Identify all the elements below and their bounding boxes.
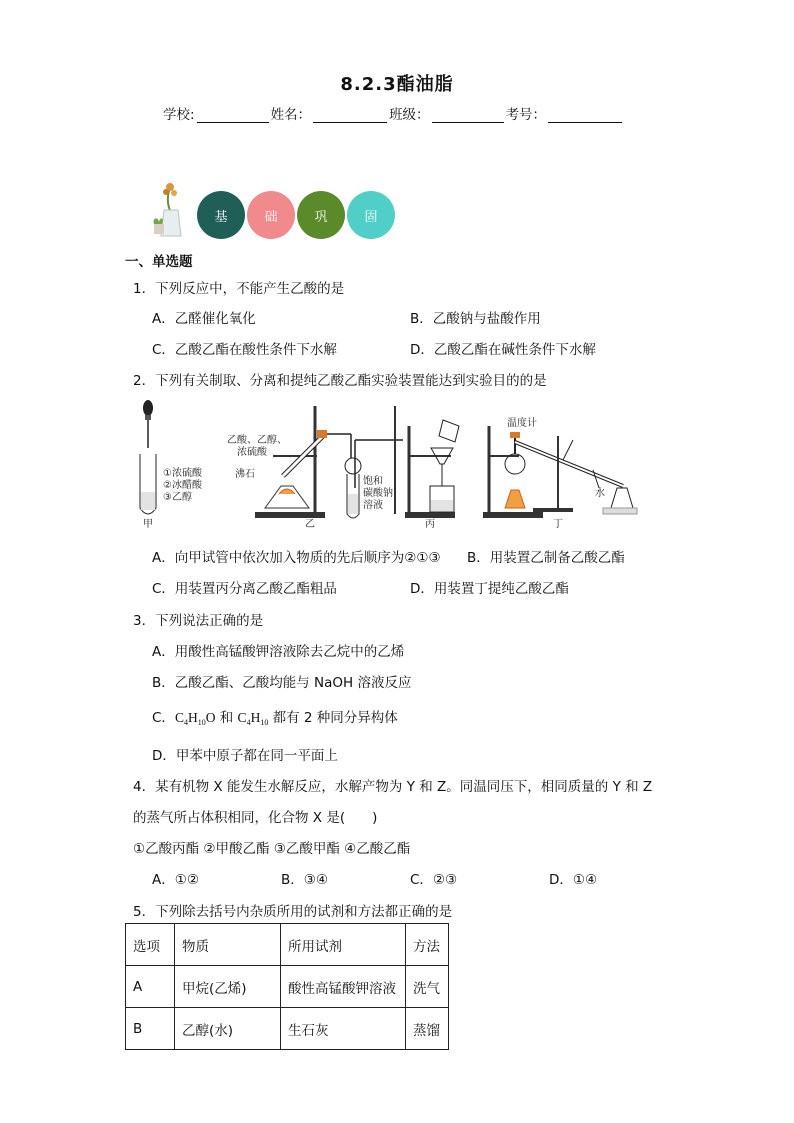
q1-option-a[interactable]: A．乙醛催化氧化 <box>152 311 256 327</box>
plant-vase-icon <box>148 180 190 240</box>
badge-chu: 础 <box>247 191 295 239</box>
table-cell: 洗气 <box>406 966 449 1008</box>
table-cell: 乙醇(水) <box>175 1008 281 1050</box>
table-row <box>126 1008 449 1050</box>
table-header-row <box>126 924 449 966</box>
q2-apparatus-figure <box>133 396 643 532</box>
q5-stem: 5．下列除去括号内杂质所用的试剂和方法都正确的是 <box>133 904 453 920</box>
q4-option-d[interactable]: D．①④ <box>549 872 598 888</box>
jia-item-2: ②冰醋酸 <box>163 480 202 491</box>
class-blank[interactable] <box>432 108 504 123</box>
table-cell: 甲烷(乙烯) <box>175 966 281 1008</box>
q4-option-c[interactable]: C．②③ <box>410 872 458 888</box>
q3-c-f1-a: C <box>174 710 184 725</box>
table-cell: 酸性高锰酸钾溶液 <box>281 966 406 1008</box>
yi-saturated-line1: 饱和 <box>363 476 383 487</box>
section-heading: 一、单选题 <box>125 254 193 270</box>
table-header-cell: 选项 <box>126 924 175 966</box>
badge-gu: 固 <box>347 191 395 239</box>
ding-label: 丁 <box>553 519 563 530</box>
name-label: 姓名： <box>270 107 312 123</box>
q3-stem: 3．下列说法正确的是 <box>133 613 264 629</box>
apparatus-bing <box>405 420 459 530</box>
q1-option-d[interactable]: D．乙酸乙酯在碱性条件下水解 <box>410 342 596 358</box>
exam-no-blank[interactable] <box>548 108 622 123</box>
q3-c-f1-s2: 10 <box>197 718 206 727</box>
badge-gong: 巩 <box>297 191 345 239</box>
table-row <box>126 966 449 1008</box>
yi-label: 乙 <box>305 519 315 530</box>
apparatus-yi <box>227 406 403 530</box>
table-header-cell: 所用试剂 <box>281 924 406 966</box>
bing-label: 丙 <box>425 519 435 530</box>
q4-stem-line2: 的蒸气所占体积相同，化合物 X 是( ) <box>133 810 378 826</box>
q3-c-f2-a: C <box>237 710 247 725</box>
page-title: 8.2.3酯油脂 <box>340 74 454 95</box>
school-blank[interactable] <box>197 108 269 123</box>
q3-option-d[interactable]: D．甲苯中原子都在同一平面上 <box>152 748 338 764</box>
table-header-cell: 物质 <box>175 924 281 966</box>
q3-c-f2-b: H <box>250 710 261 725</box>
q2-option-b[interactable]: B．用装置乙制备乙酸乙酯 <box>467 550 625 566</box>
q3-c-f2-s2: 10 <box>260 718 269 727</box>
exam-no-label: 考号： <box>505 107 547 123</box>
q3-c-mid: 和 <box>215 710 238 726</box>
q1-option-c[interactable]: C．乙酸乙酯在酸性条件下水解 <box>152 342 337 358</box>
q4-items: ①乙酸丙酯 ②甲酸乙酯 ③乙酸甲酯 ④乙酸乙酯 <box>133 841 411 857</box>
q3-option-c[interactable] <box>152 706 398 727</box>
q3-c-f2-s1: 4 <box>246 718 251 727</box>
class-label: 班级： <box>389 107 430 123</box>
q1-stem: 1．下列反应中，不能产生乙酸的是 <box>133 281 345 297</box>
ding-water-label: 水 <box>595 488 605 499</box>
name-blank[interactable] <box>313 108 387 123</box>
q1-option-b[interactable]: B．乙酸钠与盐酸作用 <box>410 311 541 327</box>
table-cell: A <box>126 966 175 1008</box>
table-cell: 蒸馏 <box>406 1008 449 1050</box>
q4-stem-line1: 4．某有机物 X 能发生水解反应，水解产物为 Y 和 Z。同温同压下，相同质量的 Y 和 Z <box>133 779 653 795</box>
q3-c-end: 都有 2 种同分异构体 <box>268 710 398 726</box>
q2-option-a[interactable]: A．向甲试管中依次加入物质的先后顺序为②①③ <box>152 550 441 566</box>
table-cell: 生石灰 <box>281 1008 406 1050</box>
table-cell: B <box>126 1008 175 1050</box>
q3-c-f1-b: H <box>187 710 198 725</box>
table-header-cell: 方法 <box>406 924 449 966</box>
yi-reagent-line2: 浓硫酸 <box>237 447 267 458</box>
ding-thermometer-label: 温度计 <box>507 418 537 429</box>
q3-c-f1-s1: 4 <box>183 718 188 727</box>
jia-label: 甲 <box>143 519 153 530</box>
yi-saturated-line3: 溶液 <box>363 500 383 511</box>
q3-c-prefix: C． <box>152 710 175 726</box>
q2-stem: 2．下列有关制取、分离和提纯乙酸乙酯实验装置能达到实验目的的是 <box>133 373 547 389</box>
student-info-line <box>163 103 624 123</box>
school-label: 学校: <box>163 107 195 123</box>
yi-saturated-line2: 碳酸钠 <box>363 488 393 499</box>
q3-c-f1-c: O <box>205 710 216 725</box>
q5-table <box>125 923 449 1050</box>
jia-item-1: ①浓硫酸 <box>163 468 202 479</box>
q4-option-a[interactable]: A．①② <box>152 872 199 888</box>
q2-option-c[interactable]: C．用装置丙分离乙酸乙酯粗品 <box>152 581 337 597</box>
jia-item-3: ③乙醇 <box>163 492 192 503</box>
q2-option-d[interactable]: D．用装置丁提纯乙酸乙酯 <box>410 581 569 597</box>
yi-reagent-line1: 乙酸、乙醇、 <box>227 435 287 446</box>
apparatus-jia <box>140 400 203 530</box>
q3-option-a[interactable]: A．用酸性高锰酸钾溶液除去乙烷中的乙烯 <box>152 644 405 660</box>
badge-ji: 基 <box>197 191 245 239</box>
apparatus-ding <box>483 416 637 530</box>
q4-option-b[interactable]: B．③④ <box>281 872 328 888</box>
q3-option-b[interactable]: B．乙酸乙酯、乙酸均能与 NaOH 溶液反应 <box>152 675 412 691</box>
yi-boiling-chips: 沸石 <box>235 469 255 480</box>
